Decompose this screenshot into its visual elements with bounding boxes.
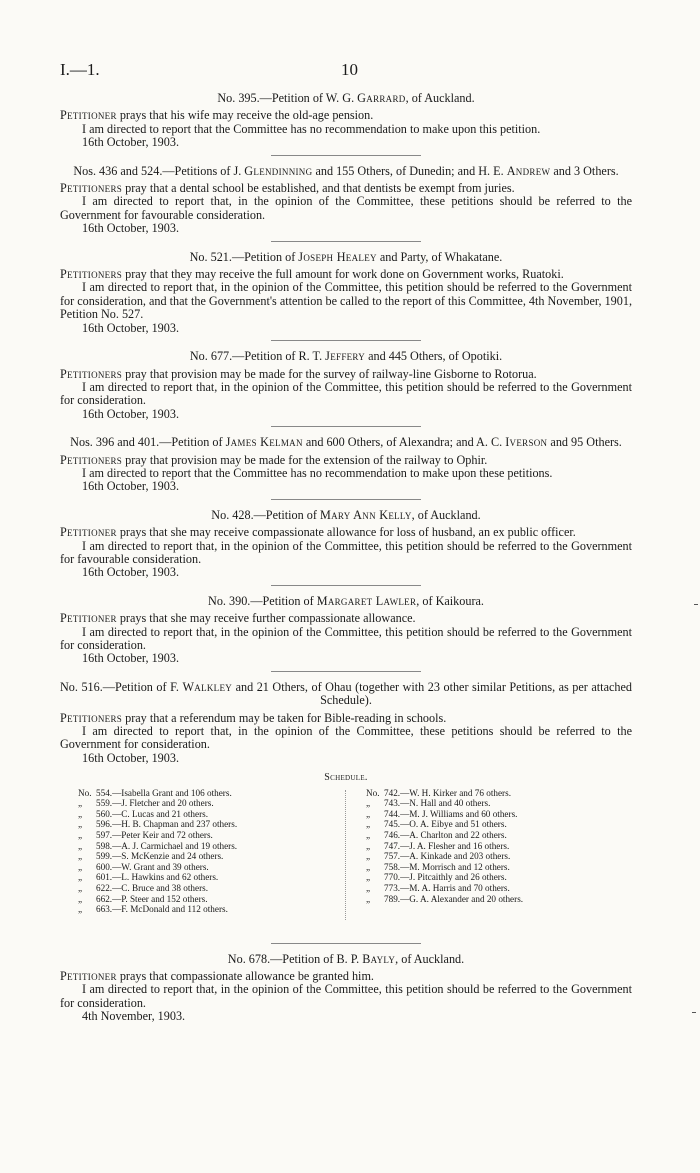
schedule-row-text: 747.—J. A. Flesher and 16 others.: [384, 840, 510, 851]
schedule-row: [78, 830, 318, 841]
schedule-row-prefix: „: [366, 861, 371, 872]
schedule-row-text: 600.—W. Grant and 39 others.: [96, 861, 209, 872]
schedule-row-text: 663.—F. McDonald and 112 others.: [96, 904, 228, 915]
schedule-row: [366, 883, 616, 894]
petition-prayer: Petitioners pray that a dental school be established, and that dentists be exempt from juries.: [60, 181, 515, 196]
schedule-separator: [345, 790, 346, 920]
schedule-row: [366, 819, 616, 830]
report-date: 16th October, 1903.: [82, 406, 179, 421]
petition-entry: [60, 165, 632, 242]
schedule-row: [366, 788, 616, 799]
petition-title: Nos. 396 and 401.—Petition of James Kelman and 600 Others, of Alexandra; and A. C. Iverson and 95 Others.: [70, 435, 622, 450]
schedule-row: [78, 883, 318, 894]
divider: [271, 241, 421, 242]
schedule-row: [78, 798, 318, 809]
schedule-row-text: 745.—O. A. Eibye and 51 others.: [384, 819, 507, 830]
report-date: 16th October, 1903.: [82, 320, 179, 335]
schedule-row: [78, 788, 318, 799]
schedule-row-text: 742.—W. H. Kirker and 76 others.: [384, 787, 511, 798]
report-date: 16th October, 1903.: [82, 750, 179, 765]
divider: [271, 585, 421, 586]
petition-title: Nos. 436 and 524.—Petitions of J. Glendinning and 155 Others, of Dunedin; and H. E. Andrew and 3 Others.: [73, 163, 619, 178]
petition-prayer: Petitioners pray that they may receive the full amount for work done on Government works, Ruatoki.: [60, 267, 564, 282]
schedule-row: [78, 862, 318, 873]
schedule-row-prefix: „: [78, 851, 83, 862]
petition-entry: [60, 681, 632, 944]
petition-title: No. 428.—Petition of Mary Ann Kelly, of Auckland.: [211, 507, 481, 522]
report-date: 16th October, 1903.: [82, 221, 179, 236]
schedule-row-prefix: „: [78, 830, 83, 841]
schedule-row-prefix: „: [366, 883, 371, 893]
report-date: 16th October, 1903.: [82, 479, 179, 494]
scan-artifact: [694, 604, 698, 605]
schedule-row: [366, 851, 616, 862]
divider: [271, 499, 421, 500]
divider: [271, 671, 421, 672]
schedule-row-prefix: „: [366, 830, 371, 841]
petition-prayer: Petitioner prays that compassionate allowance be granted him.: [60, 969, 374, 984]
schedule-row-prefix: „: [366, 851, 371, 862]
schedule-row: [78, 851, 318, 862]
schedule-row-text: 601.—L. Hawkins and 62 others.: [96, 872, 219, 883]
schedule-row-prefix: „: [78, 904, 83, 915]
petition-title: No. 677.—Petition of R. T. Jeffery and 445 Others, of Opotiki.: [189, 349, 503, 364]
schedule-row-prefix: „: [78, 840, 83, 851]
petition-prayer: Petitioners pray that provision may be made for the extension of the railway to Ophir.: [60, 452, 488, 467]
schedule-row-prefix: „: [78, 872, 83, 883]
schedule-table: [60, 788, 632, 938]
petition-title: No. 516.—Petition of F. Walkley and 21 Others, of Ohau (together with 23 other similar Petitions, as per attached Schedule).: [60, 679, 632, 708]
petition-entry: [60, 436, 632, 500]
schedule-row-prefix: No.: [78, 787, 92, 798]
schedule-row: [78, 809, 318, 820]
report-date: 16th October, 1903.: [82, 651, 179, 666]
scan-artifact: [692, 1012, 696, 1013]
schedule-row-prefix: „: [366, 819, 371, 830]
report-date: 16th October, 1903.: [82, 135, 179, 150]
schedule-row-text: 662.—P. Steer and 152 others.: [96, 893, 208, 904]
schedule-row-text: 770.—J. Pitcaithly and 26 others.: [384, 872, 507, 883]
schedule-row-text: 743.—N. Hall and 40 others.: [384, 798, 491, 809]
schedule-row-text: 773.—M. A. Harris and 70 others.: [384, 883, 510, 893]
schedule-row-text: 554.—Isabella Grant and 106 others.: [96, 787, 232, 798]
petition-entry: [60, 251, 632, 341]
committee-report: I am directed to report that the Committee has no recommendation to make upon these petitions.: [82, 465, 553, 480]
petition-entry: [60, 953, 632, 1024]
schedule-row-text: 758.—M. Morrisch and 12 others.: [384, 861, 510, 872]
petition-prayer: Petitioners pray that provision may be made for the survey of railway-line Gisborne to Rotorua.: [60, 366, 537, 381]
schedule-row-text: 789.—G. A. Alexander and 20 others.: [384, 893, 524, 904]
schedule-row-text: 622.—C. Bruce and 38 others.: [96, 883, 209, 893]
schedule-row-prefix: „: [366, 840, 371, 851]
schedule-row: [366, 862, 616, 873]
schedule-row: [366, 830, 616, 841]
report-date: 16th October, 1903.: [82, 565, 179, 580]
schedule-row-prefix: „: [78, 819, 83, 830]
petition-prayer: Petitioners pray that a referendum may be taken for Bible-reading in schools.: [60, 710, 447, 725]
petition-title: No. 678.—Petition of B. P. Bayly, of Auckland.: [227, 951, 465, 966]
committee-report: I am directed to report that, in the opinion of the Committee, these petitions should be referred to the Government for consideration.: [60, 724, 632, 752]
committee-report: I am directed to report that, in the opinion of the Committee, this petition should be referred to the Government for consideration, and that the Government's attention be called to the report of this Committee, 4th November, 1901, Petition No. 527.: [60, 280, 633, 322]
petition-title: No. 521.—Petition of Joseph Healey and Party, of Whakatane.: [189, 249, 503, 264]
schedule-row-text: 559.—J. Fletcher and 20 others.: [96, 798, 214, 809]
divider: [271, 426, 421, 427]
petition-prayer: Petitioner prays that she may receive compassionate allowance for loss of husband, an ex public officer.: [60, 525, 576, 540]
schedule-row-prefix: „: [78, 893, 83, 904]
schedule-row-prefix: „: [366, 798, 371, 809]
petition-title: No. 390.—Petition of Margaret Lawler, of Kaikoura.: [208, 593, 484, 608]
schedule-row-prefix: „: [366, 808, 371, 819]
schedule-row-prefix: „: [366, 872, 371, 883]
schedule-row-prefix: „: [366, 893, 371, 904]
schedule-row-text: 744.—M. J. Williams and 60 others.: [384, 808, 518, 819]
committee-report: I am directed to report that, in the opinion of the Committee, these petitions should be referred to the Government for favourable consideration.: [60, 194, 632, 222]
schedule-row: [366, 809, 616, 820]
schedule-row-prefix: „: [78, 808, 83, 819]
schedule-title: Schedule.: [324, 772, 368, 784]
petition-entry: [60, 92, 632, 156]
divider: [271, 943, 421, 944]
divider: [271, 155, 421, 156]
schedule-column-right: [366, 788, 616, 905]
petition-entry: [60, 350, 632, 427]
committee-report: I am directed to report that, in the opinion of the Committee, this petition should be referred to the Government for consideration.: [60, 624, 632, 652]
schedule-row-text: 560.—C. Lucas and 21 others.: [96, 808, 209, 819]
schedule-row-text: 596.—H. B. Chapman and 237 others.: [96, 819, 238, 830]
committee-report: I am directed to report that the Committee has no recommendation to make upon this petition.: [82, 121, 541, 136]
committee-report: I am directed to report that, in the opinion of the Committee, this petition should be referred to the Government for consideration.: [60, 379, 632, 408]
schedule-row-prefix: No.: [366, 787, 380, 798]
report-date: 4th November, 1903.: [82, 1009, 186, 1024]
petitions-body: [60, 92, 632, 1024]
schedule-row: [78, 904, 318, 915]
schedule-row: [366, 872, 616, 883]
paper-code: I.—1.: [60, 60, 100, 79]
schedule-row: [366, 894, 616, 905]
schedule-column-left: [78, 788, 318, 915]
schedule-row-text: 757.—A. Kinkade and 203 others.: [384, 851, 511, 862]
schedule-row-text: 597.—Peter Keir and 72 others.: [96, 830, 213, 841]
petition-title: No. 395.—Petition of W. G. Garrard, of Auckland.: [217, 91, 475, 105]
schedule-row-text: 599.—S. McKenzie and 24 others.: [96, 851, 224, 862]
schedule-row: [366, 798, 616, 809]
schedule-row: [78, 894, 318, 905]
schedule-row: [78, 872, 318, 883]
divider: [271, 340, 421, 341]
committee-report: I am directed to report that, in the opinion of the Committee, this petition should be referred to the Government for favourable consideration.: [60, 538, 632, 566]
schedule-row-text: 598.—A. J. Carmichael and 19 others.: [96, 840, 238, 851]
schedule-row-text: 746.—A. Charlton and 22 others.: [384, 830, 507, 841]
schedule-row: [366, 841, 616, 852]
petition-entry: [60, 509, 632, 586]
committee-report: I am directed to report that, in the opinion of the Committee, this petition should be referred to the Government for consideration.: [60, 982, 632, 1010]
petition-prayer: Petitioner prays that she may receive further compassionate allowance.: [60, 611, 416, 626]
schedule-row-prefix: „: [78, 861, 83, 872]
schedule-row-prefix: „: [78, 798, 83, 809]
page-number: 10: [341, 60, 358, 79]
petition-entry: [60, 595, 632, 672]
schedule-row: [78, 841, 318, 852]
schedule-row: [78, 819, 318, 830]
schedule-row-prefix: „: [78, 883, 83, 893]
petition-prayer: Petitioner prays that his wife may receive the old-age pension.: [60, 108, 374, 123]
